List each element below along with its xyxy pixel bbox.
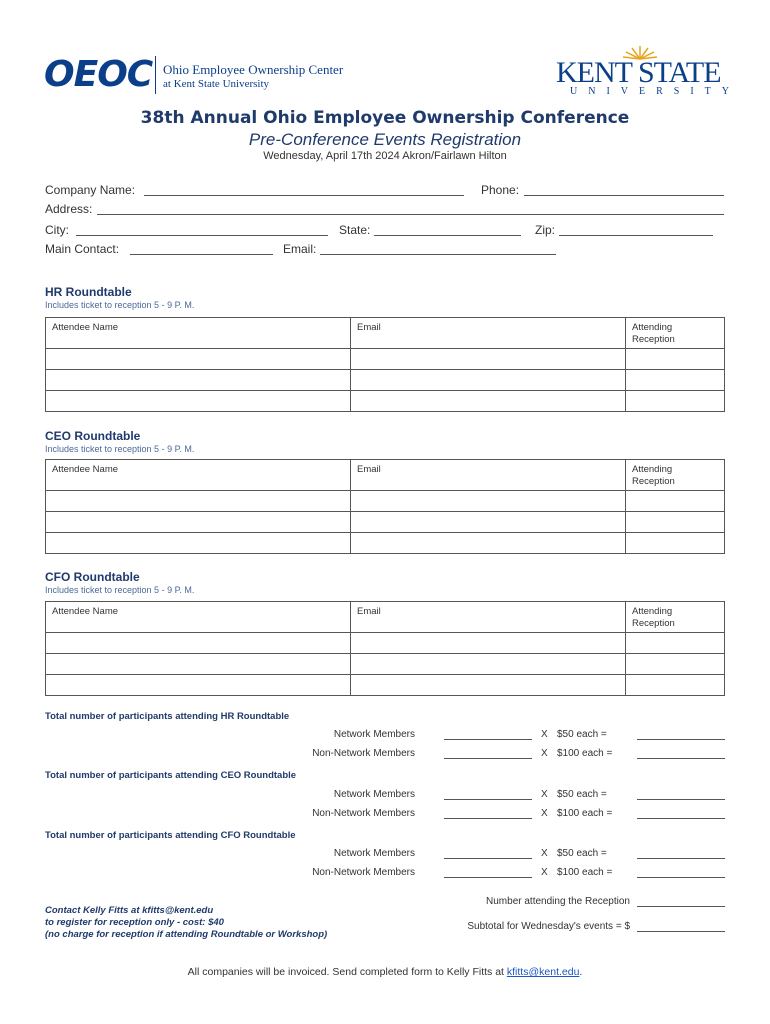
table-row xyxy=(46,391,725,412)
attendee-email-cell[interactable] xyxy=(351,512,626,533)
attendee-name-cell[interactable] xyxy=(46,675,351,696)
cfo-non-network-total-field[interactable] xyxy=(637,877,725,878)
event-dateline: Wednesday, April 17th 2024 Akron/Fairlawn Hilton xyxy=(263,150,507,162)
attendee-name-cell[interactable] xyxy=(46,491,351,512)
page-title: 38th Annual Ohio Employee Ownership Conference xyxy=(140,108,630,128)
attendee-name-cell[interactable] xyxy=(46,349,351,370)
table-row xyxy=(46,370,725,391)
table-row xyxy=(46,654,725,675)
attendee-email-cell[interactable] xyxy=(351,633,626,654)
attending-reception-cell[interactable] xyxy=(626,391,725,412)
hr-non-network-total-field[interactable] xyxy=(637,758,725,759)
multiply-sign: X xyxy=(541,748,548,759)
attendee-email-cell[interactable] xyxy=(351,491,626,512)
table-row xyxy=(46,512,725,533)
attendee-email-cell[interactable] xyxy=(351,370,626,391)
cfo-network-total-field[interactable] xyxy=(637,858,725,859)
company-label: Company Name: xyxy=(45,183,136,197)
kent-state-logo-sub: UNIVERSITY xyxy=(570,86,740,97)
col-attending-reception: Attending Reception xyxy=(626,318,725,349)
hr-attendee-table xyxy=(45,317,725,412)
ceo-non-network-total-field[interactable] xyxy=(637,818,725,819)
col-attending-reception: Attending Reception xyxy=(626,460,725,491)
logo-divider xyxy=(155,56,156,94)
attendee-name-cell[interactable] xyxy=(46,370,351,391)
main-contact-field[interactable] xyxy=(130,254,273,255)
cfo-attendee-table xyxy=(45,601,725,696)
kent-state-logo: KENT STATE xyxy=(556,56,721,89)
city-field[interactable] xyxy=(76,235,328,236)
email-field[interactable] xyxy=(320,254,556,255)
ceo-non-network-count-field[interactable] xyxy=(444,818,532,819)
cfo-non-network-price: $100 each = xyxy=(557,867,613,878)
table-row xyxy=(46,491,725,512)
cfo-non-network-label: Non-Network Members xyxy=(312,867,415,878)
multiply-sign: X xyxy=(541,867,548,878)
table-row xyxy=(46,675,725,696)
ceo-network-total-field[interactable] xyxy=(637,799,725,800)
hr-roundtable-note: Includes ticket to reception 5 - 9 P. M. xyxy=(45,300,195,310)
attendee-name-cell[interactable] xyxy=(46,533,351,554)
attending-reception-cell[interactable] xyxy=(626,349,725,370)
hr-non-network-count-field[interactable] xyxy=(444,758,532,759)
attending-reception-cell[interactable] xyxy=(626,491,725,512)
reception-count-field[interactable] xyxy=(637,906,725,907)
attendee-email-cell[interactable] xyxy=(351,533,626,554)
oeoc-logo: OEOC xyxy=(44,54,153,95)
hr-non-network-label: Non-Network Members xyxy=(312,748,415,759)
multiply-sign: X xyxy=(541,808,548,819)
ceo-total-title: Total number of participants attending CEO Roundtable xyxy=(45,770,297,781)
attendee-name-cell[interactable] xyxy=(46,391,351,412)
col-attending-reception: Attending Reception xyxy=(626,602,725,633)
reception-contact-note: Contact Kelly Fitts at kfitts@kent.edu to register for reception only - cost: $40 (no charge for reception if attending Roundtable or Workshop) xyxy=(45,905,328,940)
ceo-attendee-table xyxy=(45,459,725,554)
state-field[interactable] xyxy=(374,235,521,236)
col-email: Email xyxy=(351,602,626,633)
hr-roundtable-title: HR Roundtable xyxy=(45,285,132,299)
attending-reception-cell[interactable] xyxy=(626,654,725,675)
col-email: Email xyxy=(351,318,626,349)
hr-network-price: $50 each = xyxy=(557,729,607,740)
footer-note: All companies will be invoiced. Send completed form to Kelly Fitts at kfitts@kent.edu. xyxy=(187,966,583,978)
zip-label: Zip: xyxy=(535,223,556,237)
hr-non-network-price: $100 each = xyxy=(557,748,613,759)
attending-reception-cell[interactable] xyxy=(626,512,725,533)
hr-network-label: Network Members xyxy=(333,729,415,740)
cfo-total-title: Total number of participants attending CFO Roundtable xyxy=(45,830,296,841)
multiply-sign: X xyxy=(541,848,548,859)
multiply-sign: X xyxy=(541,789,548,800)
col-attendee-name: Attendee Name xyxy=(46,460,351,491)
city-label: City: xyxy=(45,223,69,237)
attendee-email-cell[interactable] xyxy=(351,349,626,370)
state-label: State: xyxy=(339,223,371,237)
attendee-email-cell[interactable] xyxy=(351,391,626,412)
email-label: Email: xyxy=(283,242,317,256)
cfo-network-label: Network Members xyxy=(333,848,415,859)
cfo-network-price: $50 each = xyxy=(557,848,607,859)
table-row xyxy=(46,633,725,654)
cfo-roundtable-title: CFO Roundtable xyxy=(45,570,140,584)
col-attendee-name: Attendee Name xyxy=(46,318,351,349)
phone-field[interactable] xyxy=(524,195,724,196)
cfo-roundtable-note: Includes ticket to reception 5 - 9 P. M. xyxy=(45,585,195,595)
ceo-roundtable-title: CEO Roundtable xyxy=(45,429,141,443)
page-subtitle: Pre-Conference Events Registration xyxy=(248,130,522,149)
subtotal-field[interactable] xyxy=(637,931,725,932)
reception-count-label: Number attending the Reception xyxy=(486,896,630,907)
attending-reception-cell[interactable] xyxy=(626,370,725,391)
cfo-non-network-count-field[interactable] xyxy=(444,877,532,878)
ceo-network-price: $50 each = xyxy=(557,789,607,800)
attendee-name-cell[interactable] xyxy=(46,654,351,675)
attendee-name-cell[interactable] xyxy=(46,512,351,533)
address-label: Address: xyxy=(45,202,93,216)
col-email: Email xyxy=(351,460,626,491)
cfo-network-count-field[interactable] xyxy=(444,858,532,859)
hr-network-total-field[interactable] xyxy=(637,739,725,740)
hr-network-count-field[interactable] xyxy=(444,739,532,740)
attendee-email-cell[interactable] xyxy=(351,675,626,696)
attendee-email-cell[interactable] xyxy=(351,654,626,675)
company-field[interactable] xyxy=(144,195,464,196)
subtotal-label: Subtotal for Wednesday's events = $ xyxy=(467,921,630,932)
address-field[interactable] xyxy=(97,214,724,215)
hr-total-title: Total number of participants attending HR Roundtable xyxy=(45,711,290,722)
multiply-sign: X xyxy=(541,729,548,740)
attendee-name-cell[interactable] xyxy=(46,633,351,654)
table-row xyxy=(46,533,725,554)
ceo-non-network-price: $100 each = xyxy=(557,808,613,819)
attending-reception-cell[interactable] xyxy=(626,633,725,654)
table-row xyxy=(46,349,725,370)
attending-reception-cell[interactable] xyxy=(626,533,725,554)
footer-email-link[interactable]: kfitts@kent.edu xyxy=(506,966,580,978)
ceo-non-network-label: Non-Network Members xyxy=(312,808,415,819)
ceo-network-count-field[interactable] xyxy=(444,799,532,800)
phone-label: Phone: xyxy=(481,183,520,197)
ceo-network-label: Network Members xyxy=(333,789,415,800)
col-attendee-name: Attendee Name xyxy=(46,602,351,633)
oeoc-logo-line1: Ohio Employee Ownership Center xyxy=(163,62,344,77)
oeoc-logo-line2: at Kent State University xyxy=(163,78,270,90)
main-contact-label: Main Contact: xyxy=(45,242,120,256)
zip-field[interactable] xyxy=(559,235,713,236)
attending-reception-cell[interactable] xyxy=(626,675,725,696)
ceo-roundtable-note: Includes ticket to reception 5 - 9 P. M. xyxy=(45,444,195,454)
